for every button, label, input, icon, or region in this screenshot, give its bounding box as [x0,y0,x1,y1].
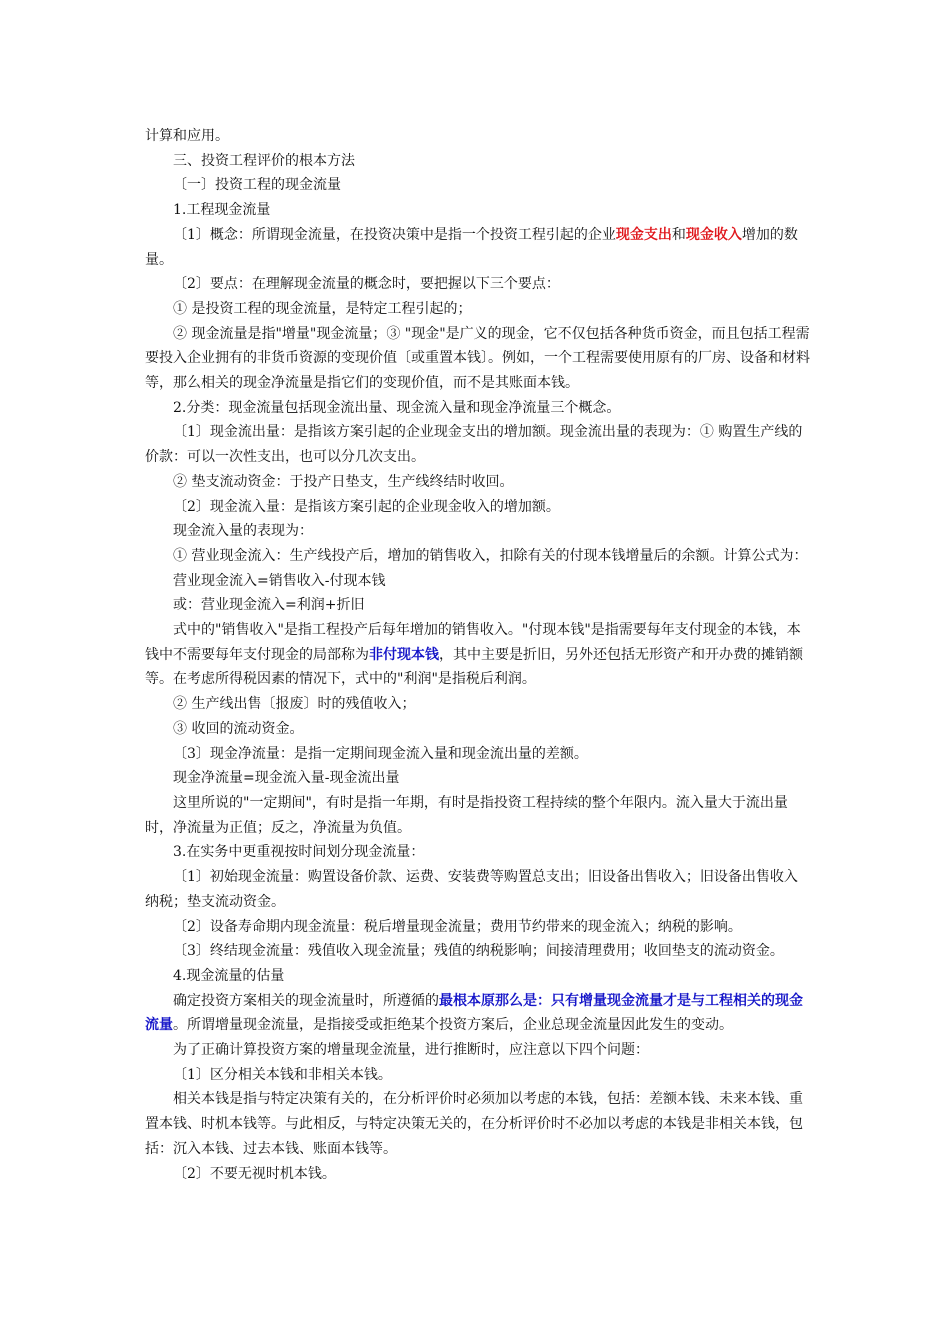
paragraph: 〔一〕投资工程的现金流量 [173,177,341,194]
text-run: 〔1〕概念：所谓现金流量，在投资决策中是指一个投资工程引起的企业 [173,226,616,243]
paragraph: 相关本钱是指与特定决策有关的，在分析评价时必须加以考虑的本钱，包括：差额本钱、未来本钱、重置本钱、时机本钱等。与此相反，与特定决策无关的，在分析评价时不必加以考虑的本钱是非相关本钱，包括：沉入本钱、过去本钱、账面本钱等。 [145,1091,803,1157]
document-body [145,124,810,1186]
paragraph: 4.现金流量的估量 [173,967,285,984]
paragraph: 〔3〕现金净流量：是指一定期间现金流入量和现金流出量的差额。 [173,745,588,762]
paragraph: 〔2〕设备寿命期内现金流量：税后增量现金流量；费用节约带来的现金流入；纳税的影响。 [173,918,742,935]
paragraph: ② 垫支流动资金：于投产日垫支，生产线终结时收回。 [173,473,514,490]
paragraph: 2.分类：现金流量包括现金流出量、现金流入量和现金净流量三个概念。 [173,399,621,416]
paragraph: 三、投资工程评价的根本方法 [173,152,355,169]
highlighted-term: 最根本原那么是：只有增量现金流量才是与工程相关的现金流量 [145,992,803,1034]
paragraph: 1.工程现金流量 [173,202,271,219]
paragraph: 〔2〕不要无视时机本钱。 [173,1165,336,1182]
highlighted-term: 现金收入 [685,226,742,243]
text-run: 。所谓增量现金流量，是指接受或拒绝某个投资方案后，企业总现金流量因此发生的变动。 [173,1017,733,1034]
paragraph: 〔1〕区分相关本钱和非相关本钱。 [173,1066,392,1083]
paragraph [145,223,810,272]
paragraph: 〔1〕现金流出量：是指该方案引起的企业现金支出的增加额。现金流出量的表现为：① 购置生产线的价款：可以一次性支出，也可以分几次支出。 [145,424,803,466]
paragraph: 〔2〕现金流入量：是指该方案引起的企业现金收入的增加额。 [173,498,560,515]
paragraph: ② 现金流量是指"增量"现金流量；③ "现金"是广义的现金，它不仅包括各种货币资金，而且包括工程需要投入企业拥有的非货币资源的变现价值〔或重置本钱〕。例如，一个工程需要使用原有的厂房、设备和材料等，那么相关的现金净流量是指它们的变现价值，而不是其账面本钱。 [145,325,810,392]
paragraph: ① 是投资工程的现金流量，是特定工程引起的； [173,300,472,317]
text-run: 式中的"销售收入"是指工程投产后每年增加的销售收入。"付现本钱"是指需要每年支付现金的本钱，本钱中不需要每年支付现金的局部称为 [145,622,801,663]
paragraph [145,618,810,692]
paragraph: ② 生产线出售〔报废〕时的残值收入； [173,696,416,713]
text-run: 增加的数量。 [145,226,798,268]
text-run: 确定投资方案相关的现金流量时，所遵循的 [173,992,439,1009]
paragraph [145,989,810,1038]
paragraph: 为了正确计算投资方案的增量现金流量，进行推断时，应注意以下四个问题： [173,1042,649,1059]
paragraph: ③ 收回的流动资金。 [173,720,304,737]
paragraph: 营业现金流入=销售收入-付现本钱 [173,572,386,589]
paragraph: 〔3〕终结现金流量：残值收入现金流量；残值的纳税影响；间接清理费用；收回垫支的流动资金。 [173,943,784,960]
paragraph: 〔2〕要点：在理解现金流量的概念时，要把握以下三个要点： [173,276,560,293]
text-run: ，其中主要是折旧，另外还包括无形资产和开办费的摊销额等。在考虑所得税因素的情况下，式中的"利润"是指税后利润。 [145,646,803,688]
paragraph: 3.在实务中更重视按时间划分现金流量： [173,844,425,861]
text-run: 和 [671,226,686,243]
highlighted-term: 非付现本钱 [369,646,439,663]
paragraph: 〔1〕初始现金流量：购置设备价款、运费、安装费等购置总支出；旧设备出售收入；旧设备出售收入纳税；垫支流动资金。 [145,869,798,910]
paragraph: 或：营业现金流入=利润+折旧 [173,597,365,614]
paragraph: ① 营业现金流入：生产线投产后，增加的销售收入，扣除有关的付现本钱增量后的余额。计算公式为： [173,547,808,564]
paragraph: 现金净流量=现金流入量-现金流出量 [173,770,400,787]
highlighted-term: 现金支出 [615,226,672,243]
paragraph: 这里所说的"一定期间"，有时是指一年期，有时是指投资工程持续的整个年限内。流入量大于流出量时，净流量为正值；反之，净流量为负值。 [145,794,788,836]
paragraph: 现金流入量的表现为： [173,523,313,540]
paragraph: 计算和应用。 [145,128,229,144]
